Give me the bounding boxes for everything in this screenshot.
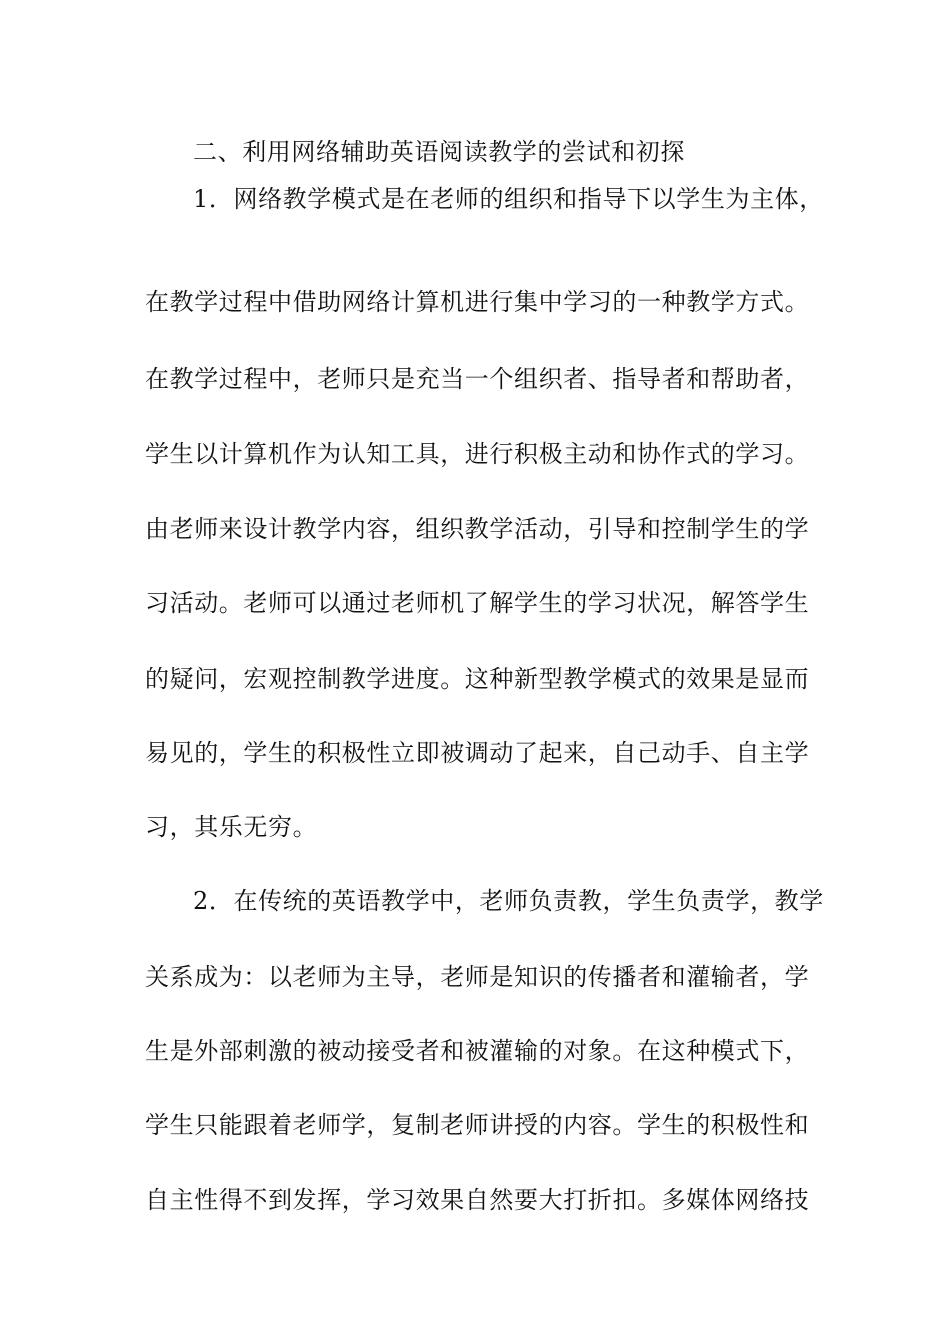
paragraph-1-line-4: 学生以计算机作为认知工具，进行积极主动和协作式的学习。 xyxy=(145,440,810,468)
paragraph-2-line-2: 关系成为：以老师为主导，老师是知识的传播者和灌输者，学 xyxy=(145,963,810,991)
paragraph-1-line-2: 在教学过程中借助网络计算机进行集中学习的一种教学方式。 xyxy=(145,288,810,316)
paragraph-2-line-3: 生是外部刺激的被动接受者和被灌输的对象。在这种模式下， xyxy=(145,1037,810,1065)
paragraph-2-line-4: 学生只能跟着老师学，复制老师讲授的内容。学生的积极性和 xyxy=(145,1111,810,1139)
paragraph-1-line-1: 1．网络教学模式是在老师的组织和指导下以学生为主体， xyxy=(193,185,824,213)
paragraph-1-line-8: 易见的，学生的积极性立即被调动了起来，自己动手、自主学 xyxy=(145,739,810,767)
paragraph-1-line-6: 习活动。老师可以通过老师机了解学生的学习状况，解答学生 xyxy=(145,589,810,617)
paragraph-1-line-7: 的疑问，宏观控制教学进度。这种新型教学模式的效果是显而 xyxy=(145,665,810,693)
paragraph-2-line-1: 2．在传统的英语教学中，老师负责教，学生负责学，教学 xyxy=(193,887,824,915)
paragraph-1-line-9: 习，其乐无穷。 xyxy=(145,813,318,841)
paragraph-1-line-5: 由老师来设计教学内容，组织教学活动，引导和控制学生的学 xyxy=(145,515,810,543)
paragraph-2-line-5: 自主性得不到发挥，学习效果自然要大打折扣。多媒体网络技 xyxy=(145,1186,810,1214)
paragraph-1-line-3: 在教学过程中，老师只是充当一个组织者、指导者和帮助者， xyxy=(145,365,810,393)
section-heading: 二、利用网络辅助英语阅读教学的尝试和初探 xyxy=(193,138,685,166)
